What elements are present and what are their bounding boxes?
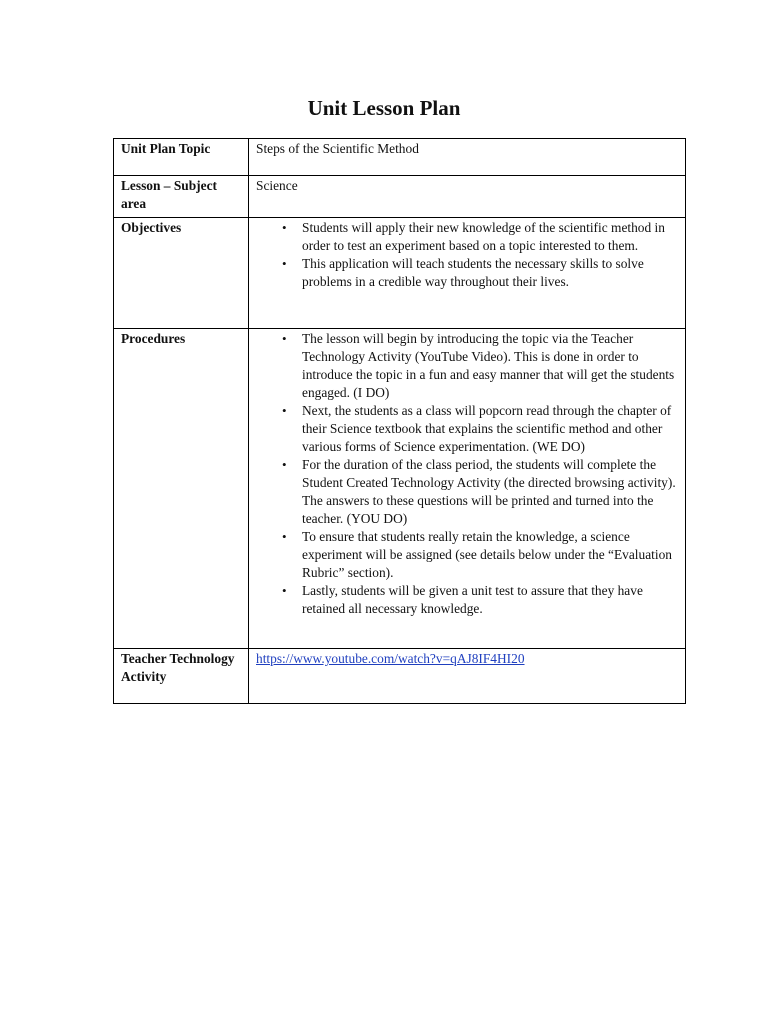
row-objectives <box>114 218 686 329</box>
youtube-video-link[interactable]: https://www.youtube.com/watch?v=qAJ8IF4HI20 <box>256 651 525 666</box>
value-objectives <box>249 218 686 329</box>
bullet-icon: • <box>282 457 287 472</box>
list-item <box>282 219 679 255</box>
page-title: Unit Lesson Plan <box>307 96 461 120</box>
list-item-text: To ensure that students really retain the knowledge, a science experiment will be assigned (see details below under the “Evaluation Rubric” section). <box>302 529 672 580</box>
lesson-plan-table <box>113 138 686 704</box>
row-teacher-technology-activity <box>114 649 686 704</box>
row-procedures <box>114 329 686 649</box>
list-item <box>282 456 679 528</box>
objectives-list <box>256 219 679 291</box>
label-lesson-subject: Lesson – Subject area <box>114 176 249 218</box>
list-item <box>282 582 679 618</box>
list-item-text: Students will apply their new knowledge of the scientific method in order to test an experiment based on a topic interested to them. <box>302 220 665 253</box>
bullet-icon: • <box>282 403 287 418</box>
list-item-text: For the duration of the class period, the students will complete the Student Created Technology Activity (the directed browsing activity). The answers to these questions will be printed and turned into the teacher. (YOU DO) <box>302 457 676 526</box>
label-unit-plan-topic: Unit Plan Topic <box>114 139 249 176</box>
list-item-text: Next, the students as a class will popcorn read through the chapter of their Science textbook that explains the scientific method and other various forms of Science experimentation. (WE DO) <box>302 403 672 454</box>
bullet-icon: • <box>282 583 287 598</box>
list-item-text: The lesson will begin by introducing the topic via the Teacher Technology Activity (YouTube Video). This is done in order to introduce the topic in a fun and easy manner that will get the students engaged. (I DO) <box>302 331 675 400</box>
bullet-icon: • <box>282 256 287 271</box>
list-item <box>282 255 679 291</box>
bullet-icon: • <box>282 220 287 235</box>
list-item <box>282 330 679 402</box>
row-lesson-subject <box>114 176 686 218</box>
label-objectives: Objectives <box>114 218 249 329</box>
list-item-text: This application will teach students the necessary skills to solve problems in a credible way throughout their lives. <box>302 256 644 289</box>
bullet-icon: • <box>282 331 287 346</box>
value-procedures <box>249 329 686 649</box>
bullet-icon: • <box>282 529 287 544</box>
value-teacher-technology-activity <box>249 649 686 704</box>
list-item <box>282 528 679 582</box>
label-teacher-technology-activity: Teacher Technology Activity <box>114 649 249 704</box>
value-unit-plan-topic: Steps of the Scientific Method <box>249 139 686 176</box>
list-item-text: Lastly, students will be given a unit test to assure that they have retained all necessary knowledge. <box>302 583 643 616</box>
row-unit-plan-topic <box>114 139 686 176</box>
value-lesson-subject: Science <box>249 176 686 218</box>
label-procedures: Procedures <box>114 329 249 649</box>
list-item <box>282 402 679 456</box>
procedures-list <box>256 330 679 618</box>
